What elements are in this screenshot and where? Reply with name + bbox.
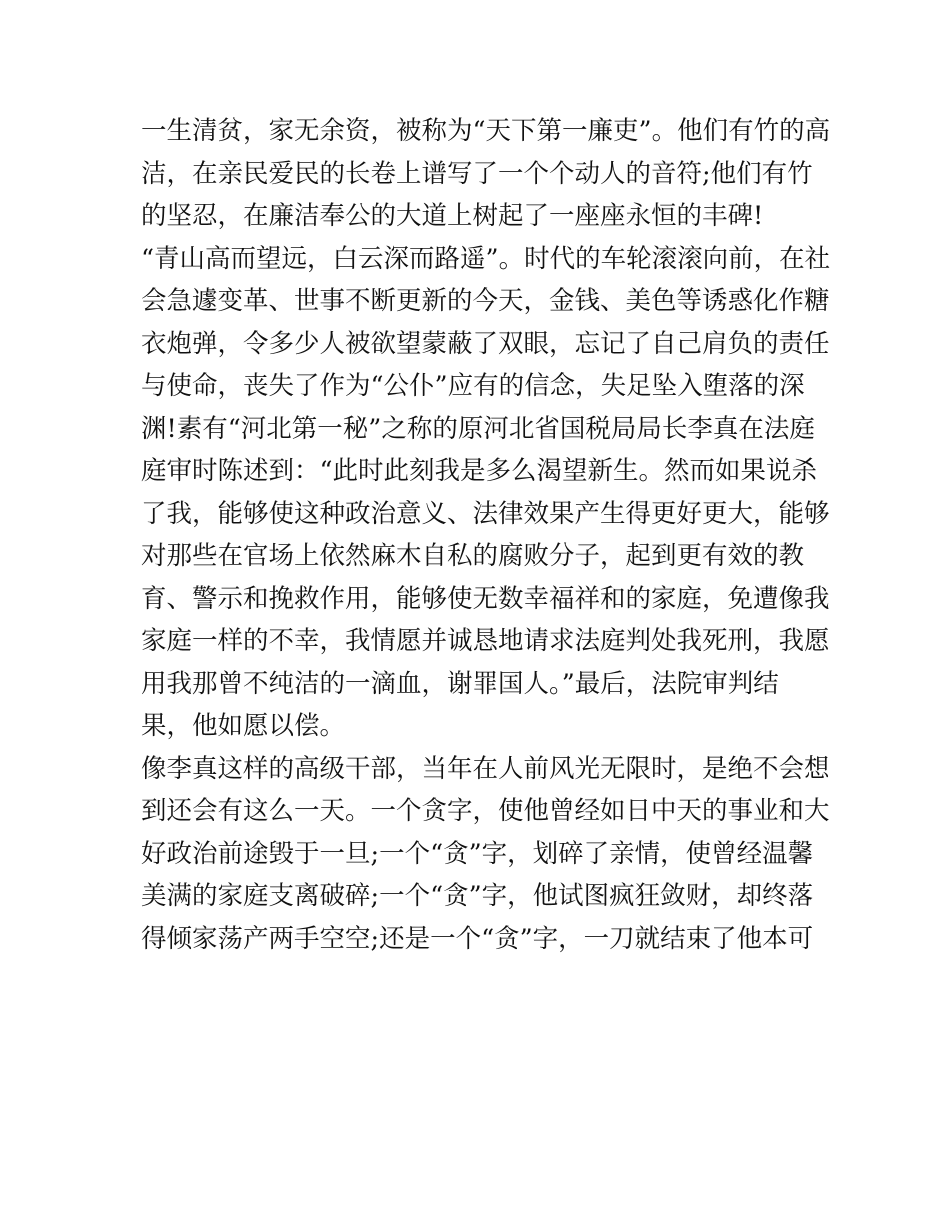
body-text xyxy=(141,110,831,960)
text-line: 的坚忍，在廉洁奉公的大道上树起了一座座永恒的丰碑! xyxy=(141,201,764,231)
text-line: 对那些在官场上依然麻木自私的腐败分子，起到更有效的教 xyxy=(141,541,805,571)
text-line: 好政治前途毁于一旦;一个“贪”字，划碎了亲情，使曾经温馨 xyxy=(141,838,814,869)
text-line: 果，他如愿以偿。 xyxy=(141,711,346,741)
text-line: 与使命，丧失了作为“公仆”应有的信念，失足坠入堕落的深 xyxy=(141,371,805,401)
text-line: 会急遽变革、世事不断更新的今天，金钱、美色等诱惑化作糖 xyxy=(141,286,830,316)
text-line: 衣炮弹，令多少人被欲望蒙蔽了双眼，忘记了自己肩负的责任 xyxy=(141,328,830,359)
text-line: “青山高而望远，白云深而路遥”。时代的车轮滚滚向前，在社 xyxy=(141,243,831,274)
text-line: 渊!素有“河北第一秘”之称的原河北省国税局局长李真在法庭 xyxy=(141,413,815,444)
text-line: 家庭一样的不幸，我情愿并诚恳地请求法庭判处我死刑，我愿 xyxy=(141,626,830,656)
text-line: 像李真这样的高级干部，当年在人前风光无限时，是绝不会想 xyxy=(141,753,830,784)
text-line: 了我，能够使这种政治意义、法律效果产生得更好更大，能够 xyxy=(141,498,830,529)
text-line: 洁，在亲民爱民的长卷上谱写了一个个动人的音符;他们有竹 xyxy=(141,158,813,189)
text-line: 育、警示和挽救作用，能够使无数幸福祥和的家庭，免遭像我 xyxy=(141,583,830,614)
text-line: 用我那曾不纯洁的一滴血，谢罪国人。”最后，法院审判结 xyxy=(141,668,779,699)
text-line: 一生清贫，家无余资，被称为“天下第一廉吏”。他们有竹的高 xyxy=(141,116,831,146)
text-line: 到还会有这么一天。一个贪字，使他曾经如日中天的事业和大 xyxy=(141,796,830,826)
text-line: 美满的家庭支离破碎;一个“贪”字，他试图疯狂敛财，却终落 xyxy=(141,881,814,911)
text-line: 庭审时陈述到：“此时此刻我是多么渴望新生。然而如果说杀 xyxy=(141,456,818,486)
text-line: 得倾家荡产两手空空;还是一个“贪”字，一刀就结束了他本可 xyxy=(141,923,814,954)
